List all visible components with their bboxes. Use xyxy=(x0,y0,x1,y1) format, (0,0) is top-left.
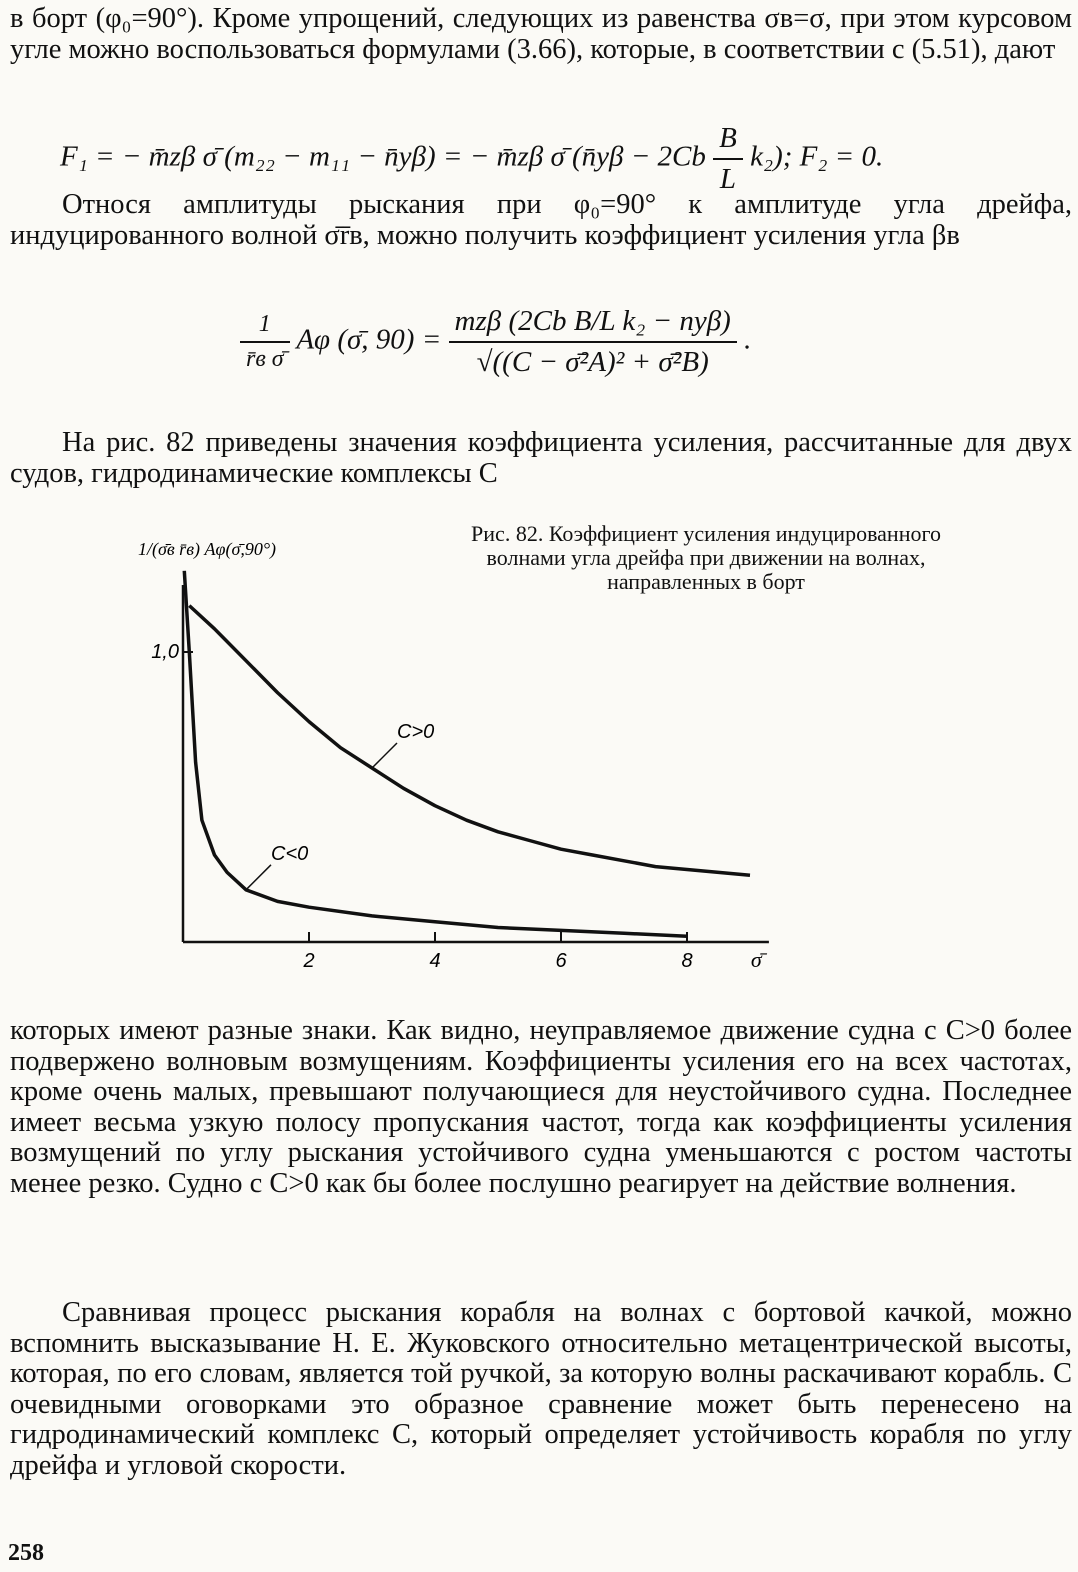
formula-f2-rhs-fraction xyxy=(449,305,737,379)
figure-caption: Рис. 82. Коэффициент усиления индуцированного волнами угла дрейфа при движении на волнах, направленных в борт xyxy=(471,521,941,594)
y-axis-label: 1/(σ̄в r̄в) Aφ(σ̄,90°) xyxy=(138,539,277,559)
formula-f1-part2: k₂); F₂ = 0. xyxy=(750,140,884,173)
page-number: 258 xyxy=(8,1540,44,1566)
formula-f1-frac-den: L xyxy=(719,163,737,195)
x-tick-label: 2 xyxy=(303,950,315,972)
formula-f1-frac-num: B xyxy=(713,122,743,160)
series-label: C<0 xyxy=(271,842,309,865)
formula-f2 xyxy=(240,305,850,415)
formula-f1 xyxy=(60,122,1050,195)
x-tick-label: 8 xyxy=(681,950,693,972)
curve-c-negative xyxy=(184,571,687,936)
paragraph-5: Сравнивая процесс рыскания корабля на волнах с бортовой качкой, можно вспомнить высказывание Н. Е. Жуковского относительно метацентрической высоты, которая, по его словам, является той ручкой, за которую волны раскачивают корабль. С очевидными оговорками это образное сравнение может быть перенесено на гидродинамический комплекс C, который определяет устойчивость корабля по углу дрейфа и угловой скорости. xyxy=(10,1297,1072,1481)
paragraph-1: в борт (φ₀=90°). Кроме упрощений, следующих из равенства σв=σ, при этом курсовом угле можно воспользоваться формулами (3.66), которые, в соответствии с (5.51), дают xyxy=(10,3,1072,65)
curve-c-positive xyxy=(189,606,750,876)
x-tick-label: 4 xyxy=(429,950,441,972)
formula-f1-fraction xyxy=(713,122,743,196)
series-label-leader xyxy=(246,865,271,890)
paragraph-2: Относя амплитуды рыскания при φ₀=90° к амплитуде угла дрейфа, индуцированного волной σ̄r̄в, можно получить коэффициент усиления угла βв xyxy=(10,189,1072,251)
chart-root xyxy=(138,539,769,972)
x-axis-label: σ̄ xyxy=(750,947,762,972)
formula-f2-lhs-fraction xyxy=(240,311,290,373)
formula-f2-lhs-num: 1 xyxy=(240,311,290,343)
x-tick-label: 6 xyxy=(555,950,567,972)
formula-f2-lhs-rest: Aφ (σ̄, 90) = xyxy=(296,323,442,356)
series-label: C>0 xyxy=(397,721,435,743)
formula-f1-part1: F₁ = − m̄zβ σ̄ (m₂₂ − m₁₁ − n̄yβ) = − m̄zβ σ̄ (n̄yβ − 2Cb xyxy=(60,140,706,173)
paragraph-3: На рис. 82 приведены значения коэффициента усиления, рассчитанные для двух судов, гидродинамические комплексы C xyxy=(10,427,1072,489)
paragraph-4: которых имеют разные знаки. Как видно, неуправляемое движение судна с C>0 более подвержено волновым возмущениям. Коэффициенты усиления его на всех частотах, кроме очень малых, превышают получающиеся для неустойчивого судна. Последнее имеет весьма узкую полосу пропускания частот, тогда как коэффициенты усиления возмущений по углу рыскания устойчивого судна уменьшаются с ростом частоты менее резко. Судно с C>0 как бы более послушно реагирует на действие волнения. xyxy=(10,1015,1072,1199)
formula-f2-rhs-num: mzβ (2Cb B/L k₂ − nyβ) xyxy=(449,305,737,343)
y-tick-label: 1,0 xyxy=(151,641,179,663)
formula-f2-lhs-den: r̄в σ̄ xyxy=(246,346,284,372)
formula-f2-rhs-den: √((C − σ̄²A)² + σ̄²B) xyxy=(476,346,709,378)
series-label-leader xyxy=(372,743,397,768)
formula-f2-end: . xyxy=(744,323,752,356)
